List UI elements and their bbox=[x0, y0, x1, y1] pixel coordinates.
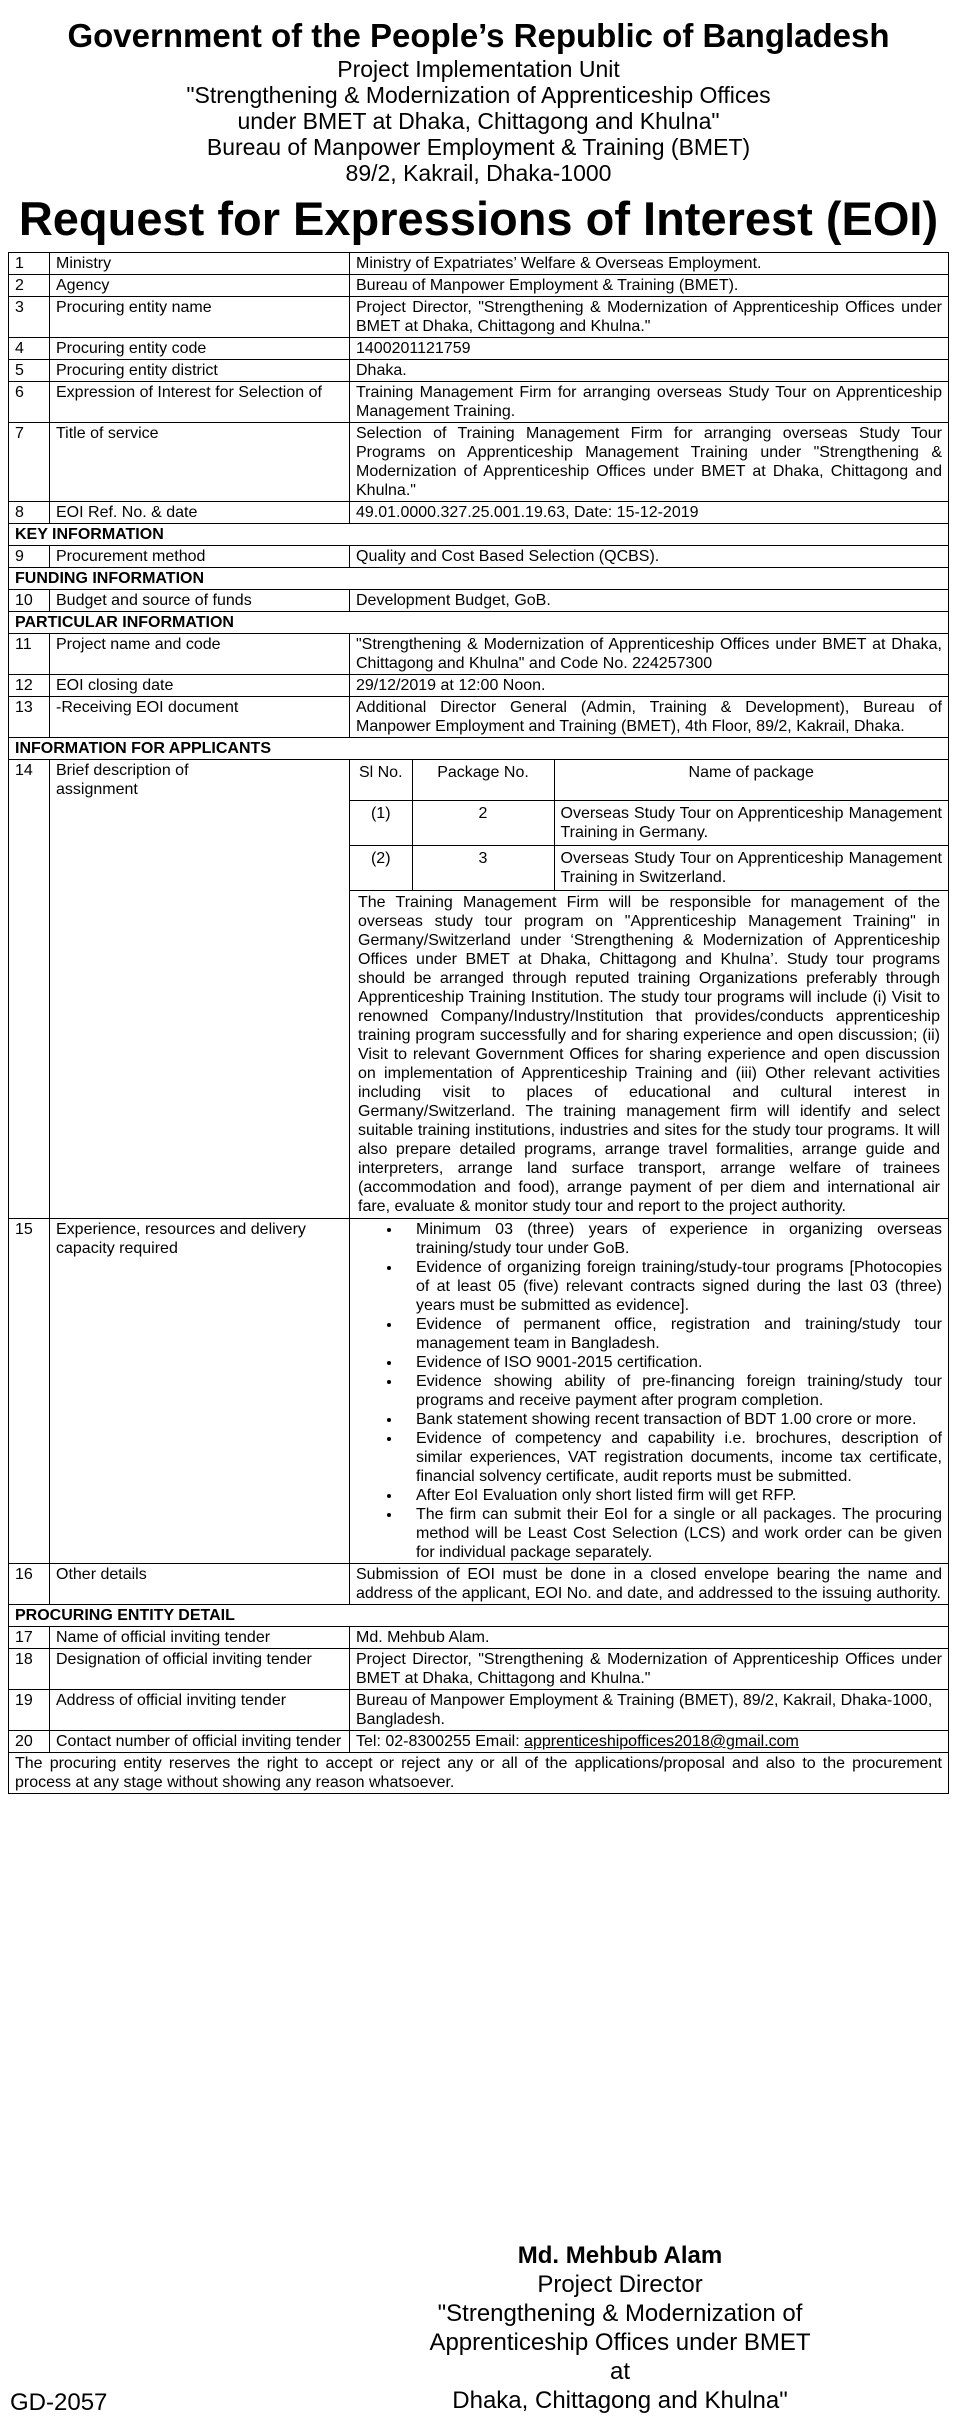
row-label: Title of service bbox=[50, 423, 350, 502]
table-row bbox=[9, 1690, 949, 1731]
row-value: 49.01.0000.327.25.001.19.63, Date: 15-12-2019 bbox=[350, 502, 949, 524]
row-value: Bureau of Manpower Employment & Training (BMET), 89/2, Kakrail, Dhaka-1000, Bangladesh. bbox=[350, 1690, 949, 1731]
row-number: 4 bbox=[9, 338, 50, 360]
signature-spacer-row bbox=[9, 1794, 949, 1947]
requirement-item: • Bank statement showing recent transaction of BDT 1.00 crore or more. bbox=[402, 1410, 942, 1429]
row-label: Other details bbox=[50, 1564, 350, 1605]
requirement-item: • After EoI Evaluation only short listed firm will get RFP. bbox=[402, 1486, 942, 1505]
row-value: Submission of EOI must be done in a closed envelope bearing the name and address of the applicant, EOI No. and date, and addressed to the issuing authority. bbox=[350, 1564, 949, 1605]
table-row bbox=[9, 590, 949, 612]
row-number: 9 bbox=[9, 546, 50, 568]
package-header-row bbox=[350, 760, 948, 801]
row-label: Procuring entity name bbox=[50, 297, 350, 338]
government-title: Government of the People’s Republic of Bangladesh bbox=[67, 17, 890, 54]
table-row bbox=[9, 360, 949, 382]
package-sl: (1) bbox=[350, 801, 412, 846]
table-row bbox=[9, 297, 949, 338]
row-number: 18 bbox=[9, 1649, 50, 1690]
project-name-line-2: under BMET at Dhaka, Chittagong and Khulna" bbox=[237, 108, 720, 134]
signatory-project-line-1: "Strengthening & Modernization of bbox=[437, 2300, 803, 2327]
assignment-description: The Training Management Firm will be responsible for management of the overseas study tour program on "Apprenticeship Management Training" in Germany/Switzerland under ‘Strengthening & Modernization of Apprenticeship Offices under BMET at Dhaka, Chittagong and Khulna’. Study tour programs should be arranged through reputed training Organizations preferably through Apprenticeship Training Institution. The study tour programs will include (i) Visit to renowned Company/Industry/Institution that provides/conducts apprenticeship training program successfully and for sharing experience and open discussion; (ii) Visit to relevant Government Offices for sharing experience and open discussion on implementation of Apprenticeship Training and (iii) Other relevant activities including visit to places of educational and cultural interest in Germany/Switzerland. The training management firm will identify and select suitable training institutions, industries and sites for the study tour programs. It will also prepare detailed programs, arrange travel formalities, arrange guide and interpreters, arrange land surface transport, arrange welfare of trainees (accommodation and food), arrange payment of per diem and international air fare, evaluate & monitor study tour and report to the project authority. bbox=[350, 891, 948, 1219]
section-row bbox=[9, 568, 949, 590]
table-row bbox=[9, 760, 949, 1219]
table-row bbox=[9, 634, 949, 675]
row-number: 1 bbox=[9, 253, 50, 275]
row-value: 29/12/2019 at 12:00 Noon. bbox=[350, 675, 949, 697]
section-funding-information: FUNDING INFORMATION bbox=[9, 568, 949, 590]
requirement-item: • Evidence of organizing foreign training/study-tour programs [Photocopies of at least 05 (five) relevant contracts signed during the last 03 (three) years must be submitted as evidence]. bbox=[402, 1258, 942, 1315]
table-row bbox=[9, 697, 949, 738]
requirements-list bbox=[356, 1220, 942, 1562]
row-label: EOI closing date bbox=[50, 675, 350, 697]
row-number: 3 bbox=[9, 297, 50, 338]
row-number: 15 bbox=[9, 1219, 50, 1564]
row-number: 17 bbox=[9, 1627, 50, 1649]
row-number: 19 bbox=[9, 1690, 50, 1731]
requirement-item: • Evidence of permanent office, registration and training/study tour management team in Bangladesh. bbox=[402, 1315, 942, 1353]
requirements-cell bbox=[350, 1219, 949, 1564]
row-number: 14 bbox=[9, 760, 50, 1219]
row-label: Experience, resources and delivery capacity required bbox=[50, 1219, 350, 1564]
section-row bbox=[9, 524, 949, 546]
package-row bbox=[350, 846, 948, 891]
row-number: 20 bbox=[9, 1731, 50, 1753]
row-number: 13 bbox=[9, 697, 50, 738]
description-row bbox=[350, 891, 948, 1219]
table-row bbox=[9, 338, 949, 360]
row-value: Project Director, "Strengthening & Modernization of Apprenticeship Offices under BMET at Dhaka, Chittagong and Khulna." bbox=[350, 1649, 949, 1690]
disclaimer-text: The procuring entity reserves the right to accept or reject any or all of the applications/proposal and also to the procurement process at any stage without showing any reason whatsoever. bbox=[9, 1753, 949, 1794]
table-row bbox=[9, 1731, 949, 1753]
package-number: 3 bbox=[412, 846, 554, 891]
section-particular-information: PARTICULAR INFORMATION bbox=[9, 612, 949, 634]
package-name: Overseas Study Tour on Apprenticeship Management Training in Switzerland. bbox=[554, 846, 948, 891]
row-value: 1400201121759 bbox=[350, 338, 949, 360]
signatory-project-line-3: Dhaka, Chittagong and Khulna" bbox=[452, 2387, 788, 2414]
contact-prefix: Tel: 02-8300255 Email: bbox=[356, 1733, 525, 1750]
signature-block bbox=[420, 2241, 820, 2415]
row-value: Development Budget, GoB. bbox=[350, 590, 949, 612]
row-label: -Receiving EOI document bbox=[50, 697, 350, 738]
notice-title: Request for Expressions of Interest (EOI) bbox=[18, 192, 939, 245]
table-row bbox=[9, 675, 949, 697]
signature-area bbox=[9, 1794, 949, 1947]
bureau-address: 89/2, Kakrail, Dhaka-1000 bbox=[345, 160, 612, 186]
eoi-table bbox=[8, 252, 949, 1946]
row-value: Selection of Training Management Firm for arranging overseas Study Tour Programs on Apprenticeship Management Training under "Strengthening & Modernization of Apprenticeship Offices under BMET at Dhaka, Chittagong and Khulna." bbox=[350, 423, 949, 502]
row-number: 10 bbox=[9, 590, 50, 612]
row-label: Procurement method bbox=[50, 546, 350, 568]
row-label: Agency bbox=[50, 275, 350, 297]
row-label: Procuring entity code bbox=[50, 338, 350, 360]
row-label: Budget and source of funds bbox=[50, 590, 350, 612]
row-value: Training Management Firm for arranging overseas Study Tour on Apprenticeship Management Training. bbox=[350, 382, 949, 423]
package-sl: (2) bbox=[350, 846, 412, 891]
table-row bbox=[9, 423, 949, 502]
row-label: Procuring entity district bbox=[50, 360, 350, 382]
assignment-cell bbox=[350, 760, 949, 1219]
requirement-item: • Evidence showing ability of pre-financing foreign training/study tour programs and receive payment after program completion. bbox=[402, 1372, 942, 1410]
section-row bbox=[9, 738, 949, 760]
column-header-sl-no: Sl No. bbox=[350, 760, 412, 801]
requirement-item: • Minimum 03 (three) years of experience in organizing overseas training/study tour under GoB. bbox=[402, 1220, 942, 1258]
table-row bbox=[9, 546, 949, 568]
row-value: Bureau of Manpower Employment & Training (BMET). bbox=[350, 275, 949, 297]
row-number: 7 bbox=[9, 423, 50, 502]
eoi-notice bbox=[0, 16, 957, 2425]
table-row bbox=[9, 1649, 949, 1690]
row-label: Name of official inviting tender bbox=[50, 1627, 350, 1649]
row-value: Project Director, "Strengthening & Modernization of Apprenticeship Offices under BMET at Dhaka, Chittagong and Khulna." bbox=[350, 297, 949, 338]
package-row bbox=[350, 801, 948, 846]
row-label: EOI Ref. No. & date bbox=[50, 502, 350, 524]
row-label: Contact number of official inviting tender bbox=[50, 1731, 350, 1753]
signatory-name: Md. Mehbub Alam bbox=[517, 2242, 723, 2269]
unit-name: Project Implementation Unit bbox=[337, 56, 620, 82]
section-information-for-applicants: INFORMATION FOR APPLICANTS bbox=[9, 738, 949, 760]
row-number: 6 bbox=[9, 382, 50, 423]
section-key-information: KEY INFORMATION bbox=[9, 524, 949, 546]
row-value: Md. Mehbub Alam. bbox=[350, 1627, 949, 1649]
row-label: Project name and code bbox=[50, 634, 350, 675]
signatory-designation: Project Director bbox=[537, 2271, 703, 2298]
row-number: 16 bbox=[9, 1564, 50, 1605]
requirement-item: • Evidence of competency and capability i.e. brochures, description of similar experiences, VAT registration documents, income tax certificate, financial solvency certificate, audit reports must be submitted. bbox=[402, 1429, 942, 1486]
disclaimer-row bbox=[9, 1753, 949, 1794]
package-number: 2 bbox=[412, 801, 554, 846]
notice-header bbox=[0, 16, 957, 246]
row-label: Address of official inviting tender bbox=[50, 1690, 350, 1731]
project-name-line-1: "Strengthening & Modernization of Apprenticeship Offices bbox=[186, 82, 771, 108]
row-number: 2 bbox=[9, 275, 50, 297]
table-row bbox=[9, 382, 949, 423]
row-number: 11 bbox=[9, 634, 50, 675]
row-value: Quality and Cost Based Selection (QCBS). bbox=[350, 546, 949, 568]
row-value: Ministry of Expatriates’ Welfare & Overseas Employment. bbox=[350, 253, 949, 275]
table-row bbox=[9, 275, 949, 297]
package-table bbox=[350, 760, 948, 1218]
table-row bbox=[9, 1564, 949, 1605]
table-row bbox=[9, 1627, 949, 1649]
table-row bbox=[9, 253, 949, 275]
row-number: 12 bbox=[9, 675, 50, 697]
requirement-item: • The firm can submit their EoI for a single or all packages. The procuring method will be Least Cost Selection (LCS) and work order can be given for individual package separately. bbox=[402, 1505, 942, 1562]
column-header-package-name: Name of package bbox=[554, 760, 948, 801]
row-number: 5 bbox=[9, 360, 50, 382]
section-row bbox=[9, 612, 949, 634]
row-value: Additional Director General (Admin, Training & Development), Bureau of Manpower Employment and Training (BMET), 4th Floor, 89/2, Kakrail, Dhaka. bbox=[350, 697, 949, 738]
row-label: Designation of official inviting tender bbox=[50, 1649, 350, 1690]
row-value: Dhaka. bbox=[350, 360, 949, 382]
section-procuring-entity-detail: PROCURING ENTITY DETAIL bbox=[9, 1605, 949, 1627]
package-name: Overseas Study Tour on Apprenticeship Management Training in Germany. bbox=[554, 801, 948, 846]
row-number: 8 bbox=[9, 502, 50, 524]
column-header-package-no: Package No. bbox=[412, 760, 554, 801]
email-link[interactable]: apprenticeshipoffices2018@gmail.com bbox=[524, 1733, 799, 1750]
contact-value bbox=[350, 1731, 949, 1753]
requirement-item: • Evidence of ISO 9001-2015 certification. bbox=[402, 1353, 942, 1372]
row-label: Ministry bbox=[50, 253, 350, 275]
section-row bbox=[9, 1605, 949, 1627]
table-row bbox=[9, 502, 949, 524]
bureau-name: Bureau of Manpower Employment & Training (BMET) bbox=[206, 134, 751, 160]
signatory-project-line-2: Apprenticeship Offices under BMET at bbox=[429, 2329, 811, 2385]
gd-code: GD-2057 bbox=[10, 2389, 108, 2416]
table-row bbox=[9, 1219, 949, 1564]
row-value: "Strengthening & Modernization of Apprenticeship Offices under BMET at Dhaka, Chittagong and Khulna" and Code No. 224257300 bbox=[350, 634, 949, 675]
row-label: Brief description of assignment bbox=[50, 760, 350, 1219]
row-label: Expression of Interest for Selection of bbox=[50, 382, 350, 423]
